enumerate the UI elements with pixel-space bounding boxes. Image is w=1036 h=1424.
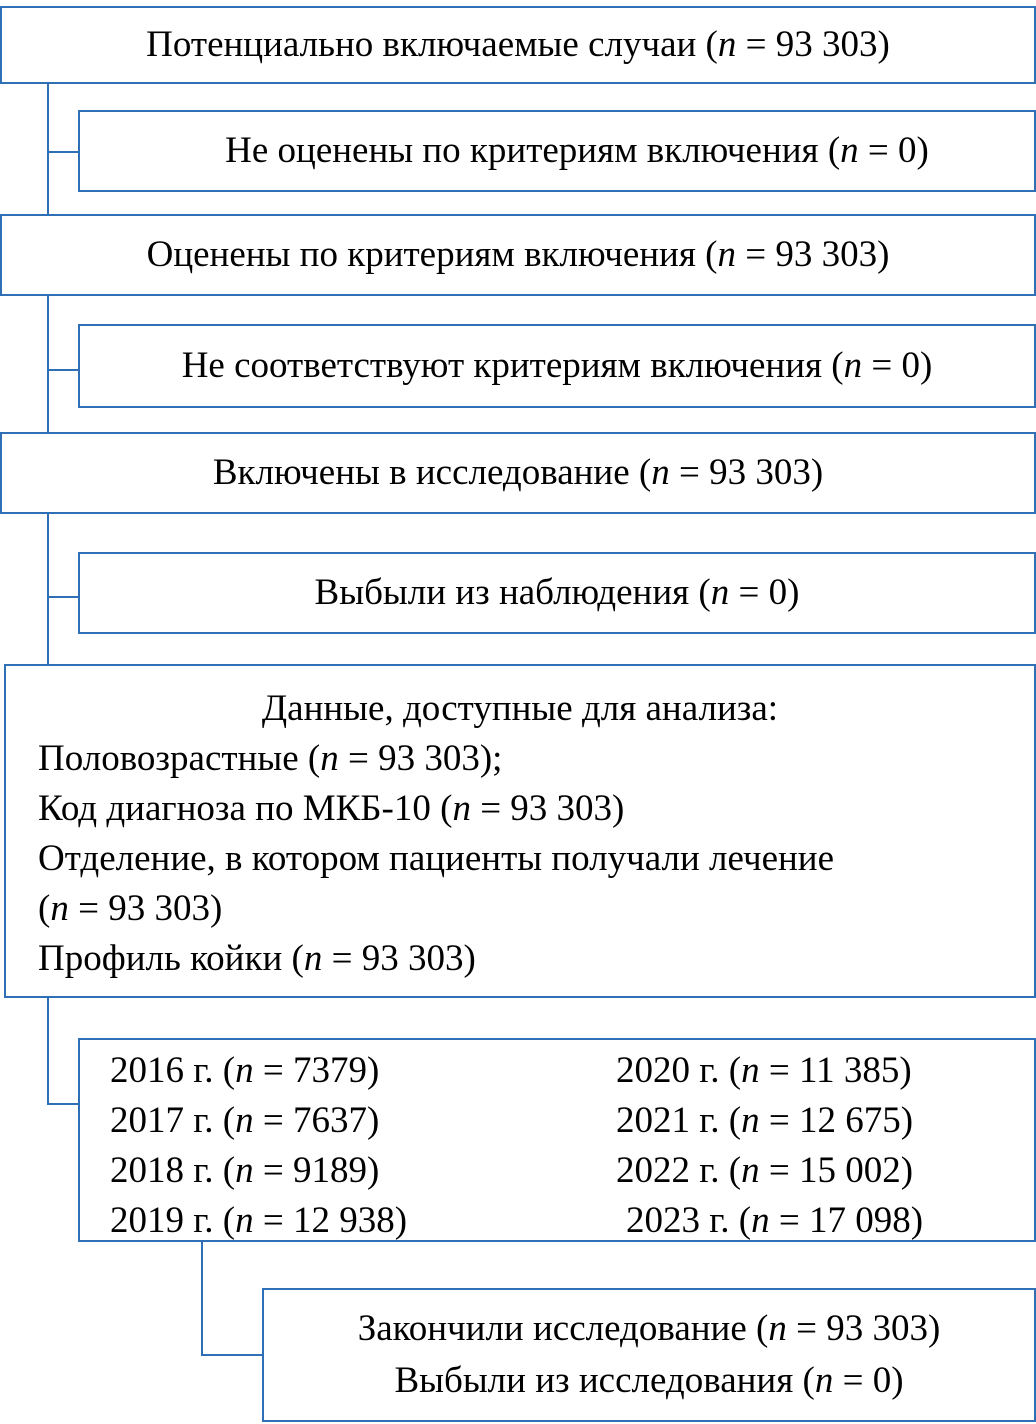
data-row-sex-age: Половозрастные (n = 93 303);	[38, 738, 503, 779]
year-row: 2023 г. (n = 17 098)	[626, 1200, 924, 1241]
year-row: 2016 г. (n = 7379)	[110, 1050, 380, 1091]
completed-text: Закончили исследование (n = 93 303)	[357, 1308, 941, 1349]
not-matching-box	[78, 324, 1036, 408]
connector-branch-1	[47, 151, 78, 153]
year-row: 2019 г. (n = 12 938)	[110, 1200, 408, 1241]
dropped-observation-box	[78, 552, 1036, 634]
available-data-title: Данные, доступные для анализа:	[261, 688, 779, 729]
data-row-department: Отделение, в котором пациенты получали лечение	[38, 838, 835, 879]
not-assessed-box	[78, 110, 1036, 192]
year-row: 2017 г. (n = 7637)	[110, 1100, 380, 1141]
years-box	[78, 1038, 1036, 1242]
connector-main-5	[201, 1242, 203, 1356]
connector-branch-4	[47, 1103, 78, 1105]
connector-branch-2	[47, 369, 78, 371]
included-box	[0, 432, 1036, 514]
year-row: 2020 г. (n = 11 385)	[616, 1050, 912, 1091]
connector-main-3	[47, 514, 49, 664]
assessed-box	[0, 214, 1036, 296]
data-row-icd10: Код диагноза по МКБ-10 (n = 93 303)	[38, 788, 625, 829]
dropped-observation-text: Выбыли из наблюдения (n = 0)	[314, 571, 800, 613]
available-data-box	[4, 664, 1036, 998]
connector-main-1	[47, 82, 49, 214]
assessed-text: Оценены по критериям включения (n = 93 303)	[146, 233, 890, 275]
not-matching-text: Не соответствуют критериям включения (n = 0)	[181, 344, 933, 386]
potential-cases-box	[0, 6, 1036, 84]
connector-branch-3	[47, 596, 78, 598]
data-row-department-count: (n = 93 303)	[38, 888, 223, 929]
year-row: 2018 г. (n = 9189)	[110, 1150, 380, 1191]
not-assessed-text: Не оценены по критериям включения (n = 0)	[225, 129, 929, 171]
completion-box	[262, 1288, 1036, 1422]
year-row: 2021 г. (n = 12 675)	[616, 1100, 914, 1141]
included-text: Включены в исследование (n = 93 303)	[212, 451, 824, 493]
connector-main-2	[47, 296, 49, 432]
data-row-bed-profile: Профиль койки (n = 93 303)	[38, 938, 476, 979]
connector-branch-5	[201, 1354, 263, 1356]
connector-main-4	[47, 997, 49, 1105]
year-row: 2022 г. (n = 15 002)	[616, 1150, 914, 1191]
potential-cases-text: Потенциально включаемые случаи (n = 93 303)	[146, 23, 890, 65]
dropped-study-text: Выбыли из исследования (n = 0)	[394, 1360, 904, 1401]
